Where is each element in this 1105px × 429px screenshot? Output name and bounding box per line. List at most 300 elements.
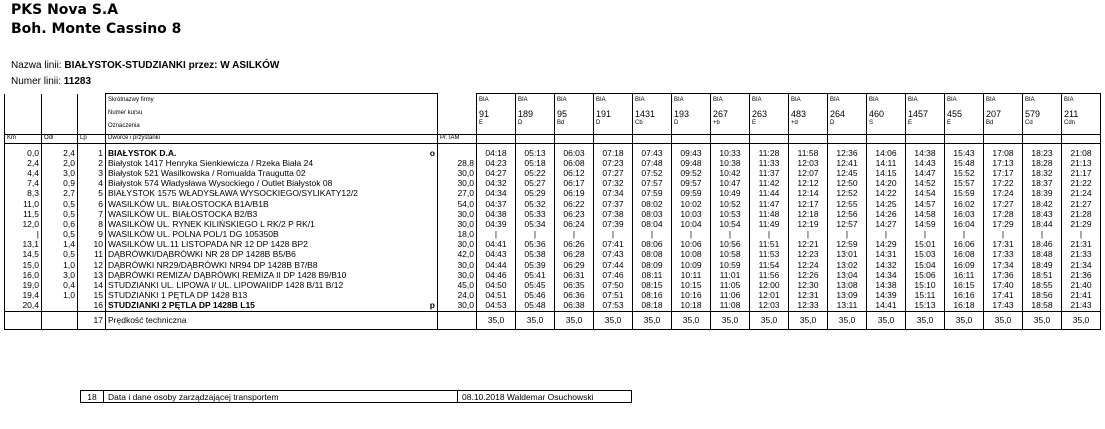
stop-time: 05:48 <box>516 300 555 311</box>
stop-time: 14:52 <box>906 178 945 188</box>
stop-time: 04:43 <box>477 249 516 259</box>
stop-time: 21:17 <box>1062 168 1101 178</box>
stop-pr-tam: 45,0 <box>438 280 477 290</box>
course-number: 264 <box>830 109 846 119</box>
stop-km: 0,0 <box>5 148 42 158</box>
stop-time: 18:44 <box>1023 219 1062 229</box>
stop-time: 15:59 <box>945 188 984 198</box>
stop-lp: 16 <box>78 300 106 311</box>
course-firm: BIA <box>596 97 606 103</box>
stop-time: 18:56 <box>1023 290 1062 300</box>
stop-time: 18:43 <box>1023 209 1062 219</box>
company-address: Boh. Monte Cassino 8 <box>11 21 182 37</box>
stop-time: 17:40 <box>984 280 1023 290</box>
col-pr-tam: Pr.TAM <box>438 134 477 143</box>
course-marking: D <box>596 120 601 126</box>
stop-name <box>106 158 438 168</box>
stop-lp: 6 <box>78 198 106 208</box>
stop-time: 08:09 <box>633 260 672 270</box>
speed-value: 35,0 <box>711 311 750 329</box>
timetable <box>4 93 1101 330</box>
stop-time: 04:34 <box>477 188 516 198</box>
stop-time: 17:28 <box>984 209 1023 219</box>
stop-time: 08:11 <box>633 270 672 280</box>
stop-marker: o <box>429 147 435 158</box>
line-number: 11283 <box>63 76 92 87</box>
course-number: 189 <box>518 109 534 119</box>
stop-time: 15:48 <box>945 158 984 168</box>
stop-time: | <box>906 229 945 239</box>
course-marking: Cd <box>1025 120 1033 126</box>
stop-time: | <box>711 229 750 239</box>
stop-time: 11:51 <box>750 239 789 249</box>
stop-time: 18:49 <box>1023 260 1062 270</box>
course-header <box>789 94 828 135</box>
stop-time: 14:47 <box>906 168 945 178</box>
course-firm: BIA <box>479 97 489 103</box>
stop-time: 11:01 <box>711 270 750 280</box>
stop-time: 06:24 <box>555 219 594 229</box>
stop-time: 21:40 <box>1062 280 1101 290</box>
stop-time: | <box>867 229 906 239</box>
footer-row <box>81 391 632 403</box>
stop-name <box>106 260 438 270</box>
stop-lp: 14 <box>78 280 106 290</box>
speed-value: 35,0 <box>477 311 516 329</box>
stop-pr-tam: 18,0 <box>438 229 477 239</box>
km-head-blank <box>5 94 42 135</box>
stop-time: 08:03 <box>633 209 672 219</box>
course-number: 579 <box>1025 109 1041 119</box>
course-blank <box>477 134 516 143</box>
course-blank <box>633 134 672 143</box>
stop-time: 07:41 <box>594 239 633 249</box>
course-marking: S <box>869 120 874 126</box>
stop-time: 21:27 <box>1062 198 1101 208</box>
stop-time: 15:11 <box>906 290 945 300</box>
stop-name <box>106 270 438 280</box>
stop-time: 07:34 <box>594 188 633 198</box>
stop-lp: 12 <box>78 260 106 270</box>
stop-time: 07:52 <box>633 168 672 178</box>
stop-km: 2,4 <box>5 158 42 168</box>
stop-lp: 2 <box>78 158 106 168</box>
speed-value: 35,0 <box>828 311 867 329</box>
stop-time: 06:03 <box>555 148 594 158</box>
stop-time: 10:58 <box>711 249 750 259</box>
stop-km: | <box>5 229 42 239</box>
course-blank <box>828 134 867 143</box>
stop-time: 11:53 <box>750 249 789 259</box>
stop-time: 16:02 <box>945 198 984 208</box>
speed-value: 35,0 <box>1023 311 1062 329</box>
stop-time: 10:11 <box>672 270 711 280</box>
stop-odl: 2,4 <box>42 148 78 158</box>
stop-time: 05:45 <box>516 280 555 290</box>
course-marking: Cb <box>635 120 643 126</box>
course-marking: Bd <box>557 120 565 126</box>
stop-name-text: DĄBRÓWKI/DĄBRÓWKI NR 28 DP 1428B B5/B6 <box>108 249 296 260</box>
stop-time: 07:27 <box>594 168 633 178</box>
stop-time: 04:53 <box>477 300 516 311</box>
stop-time: 10:02 <box>672 198 711 208</box>
stop-km: 19,4 <box>5 290 42 300</box>
course-marking: D <box>674 120 679 126</box>
stop-time: 14:59 <box>906 219 945 229</box>
stop-name-text: Białystok 521 Wasilkowska / Romualda Traugutta 02 <box>108 167 306 178</box>
stop-time: 18:37 <box>1023 178 1062 188</box>
stop-time: 12:59 <box>828 239 867 249</box>
stop-pr-tam: 24,0 <box>438 290 477 300</box>
stop-km: 11,5 <box>5 209 42 219</box>
stop-lp: 10 <box>78 239 106 249</box>
stop-row <box>5 300 1101 311</box>
stop-km: 8,3 <box>5 188 42 198</box>
course-blank <box>984 134 1023 143</box>
stop-time: 06:12 <box>555 168 594 178</box>
footer-label: Data i dane osoby zarządzającej transportem <box>104 391 458 403</box>
stop-time: 13:11 <box>828 300 867 311</box>
stop-time: 12:33 <box>789 300 828 311</box>
stop-time: 14:26 <box>867 209 906 219</box>
stop-row <box>5 249 1101 259</box>
speed-value: 35,0 <box>867 311 906 329</box>
stop-odl: 3,0 <box>42 168 78 178</box>
stop-odl: 1,0 <box>42 260 78 270</box>
stop-time: 05:18 <box>516 158 555 168</box>
speed-value: 35,0 <box>984 311 1023 329</box>
course-number: 211 <box>1064 109 1079 119</box>
course-header <box>711 94 750 135</box>
stop-name-text: STUDZIANKI UL. LIPOWA I/ UL. LIPOWAIIDP 1428 B/11 B/12 <box>108 280 344 291</box>
stop-km: 15,0 <box>5 260 42 270</box>
stop-km: 11,0 <box>5 198 42 208</box>
stop-name-text: WASILKÓW UL. BIAŁOSTOCKA B2/B3 <box>108 208 258 219</box>
course-header <box>906 94 945 135</box>
stop-time: 07:50 <box>594 280 633 290</box>
stop-time: | <box>750 229 789 239</box>
course-blank <box>516 134 555 143</box>
stop-time: 17:27 <box>984 198 1023 208</box>
stop-time: | <box>1023 229 1062 239</box>
stop-time: 12:55 <box>828 198 867 208</box>
stop-time: 18:28 <box>1023 158 1062 168</box>
stop-time: 04:44 <box>477 260 516 270</box>
header-row <box>5 94 1101 135</box>
stop-time: 07:39 <box>594 219 633 229</box>
stop-name-text: WASILKÓW UL. POLNA POL/1 DG 105350B <box>108 229 279 240</box>
course-header <box>633 94 672 135</box>
stop-time: 07:51 <box>594 290 633 300</box>
footer-table <box>80 390 632 403</box>
stop-time: 10:06 <box>672 239 711 249</box>
stop-time: 14:29 <box>867 239 906 249</box>
stop-time: | <box>789 229 828 239</box>
course-blank <box>906 134 945 143</box>
stop-name-text: Białystok 1417 Henryka Sienkiewicza / Rzeka Biała 24 <box>108 157 314 168</box>
course-number: 207 <box>986 109 1002 119</box>
stop-time: | <box>1062 229 1101 239</box>
stop-time: 12:41 <box>828 158 867 168</box>
speed-value: 35,0 <box>633 311 672 329</box>
course-number: 193 <box>674 109 690 119</box>
stop-time: 21:41 <box>1062 290 1101 300</box>
course-number: 267 <box>713 109 729 119</box>
col-odl: Odl <box>42 134 78 143</box>
stop-time: 10:04 <box>672 219 711 229</box>
stop-time: 17:29 <box>984 219 1023 229</box>
course-firm: BIA <box>947 97 957 103</box>
col-lp: Lp <box>78 134 106 143</box>
stop-time: 14:38 <box>906 148 945 158</box>
stop-time: 10:03 <box>672 209 711 219</box>
stop-time: 15:13 <box>906 300 945 311</box>
course-firm: BIA <box>908 97 918 103</box>
course-marking: Bd <box>986 120 994 126</box>
stop-time: 07:32 <box>594 178 633 188</box>
speed-value: 35,0 <box>945 311 984 329</box>
course-firm: BIA <box>986 97 996 103</box>
stop-pr-tam: 54,0 <box>438 198 477 208</box>
stop-time: 07:44 <box>594 260 633 270</box>
stop-pr-tam: 30,0 <box>438 260 477 270</box>
stop-time: 04:37 <box>477 198 516 208</box>
stop-time: 06:26 <box>555 239 594 249</box>
course-header <box>594 94 633 135</box>
stop-time: 11:47 <box>750 198 789 208</box>
stop-time: 17:13 <box>984 158 1023 168</box>
stop-row <box>5 239 1101 249</box>
stop-time: 11:37 <box>750 168 789 178</box>
stop-time: 14:41 <box>867 300 906 311</box>
stop-row <box>5 168 1101 178</box>
stop-time: 05:41 <box>516 270 555 280</box>
stop-time: | <box>945 229 984 239</box>
stop-row <box>5 178 1101 188</box>
stop-time: 13:08 <box>828 280 867 290</box>
stop-time: 05:34 <box>516 219 555 229</box>
stop-name-text: DĄBRÓWKI REMIZA/ DĄBRÓWKI REMIZA II DP 1428 B9/B10 <box>108 269 347 280</box>
stop-lp: 15 <box>78 290 106 300</box>
line-name-row <box>11 60 279 71</box>
course-firm: BIA <box>1064 97 1074 103</box>
stop-row <box>5 148 1101 158</box>
stop-time: 14:27 <box>867 219 906 229</box>
stop-time: 14:32 <box>867 260 906 270</box>
stop-row <box>5 188 1101 198</box>
speed-value: 35,0 <box>555 311 594 329</box>
stop-time: 07:43 <box>594 249 633 259</box>
stop-odl: 0,5 <box>42 209 78 219</box>
stop-name-text: STUDZIANKI 2 PĘTLA DP 1428B L15 <box>108 300 255 311</box>
stop-time: 08:08 <box>633 249 672 259</box>
course-number: 95 <box>557 109 568 119</box>
speed-value: 35,0 <box>594 311 633 329</box>
stop-time: 12:14 <box>789 188 828 198</box>
stop-time: 16:18 <box>945 300 984 311</box>
stop-time: 15:06 <box>906 270 945 280</box>
course-header <box>555 94 594 135</box>
course-firm: BIA <box>635 97 645 103</box>
course-blank <box>555 134 594 143</box>
stop-time: 05:36 <box>516 239 555 249</box>
course-header <box>984 94 1023 135</box>
stop-time: 06:38 <box>555 300 594 311</box>
stop-time: 12:23 <box>789 249 828 259</box>
stop-lp: 4 <box>78 178 106 188</box>
stop-km: 19,0 <box>5 280 42 290</box>
line-number-label: Numer linii: <box>11 76 62 87</box>
speed-km-blank <box>5 311 42 329</box>
stop-odl: 2,7 <box>42 188 78 198</box>
stop-time: 12:19 <box>789 219 828 229</box>
stop-time: 11:06 <box>711 290 750 300</box>
stop-odl: 0,6 <box>42 219 78 229</box>
stop-time: 21:28 <box>1062 209 1101 219</box>
course-marking: E <box>908 120 913 126</box>
stop-time: | <box>672 229 711 239</box>
stop-time: 07:48 <box>633 158 672 168</box>
course-header <box>750 94 789 135</box>
stop-time: | <box>828 229 867 239</box>
stop-time: 07:57 <box>633 178 672 188</box>
stop-time: 07:43 <box>633 148 672 158</box>
footer-value: 08.10.2018 Waldemar Osuchowski <box>458 391 632 403</box>
stop-time: 09:48 <box>672 158 711 168</box>
stop-time: 10:56 <box>711 239 750 249</box>
stop-time: 21:36 <box>1062 270 1101 280</box>
stop-time: 15:43 <box>945 148 984 158</box>
stop-time: 08:15 <box>633 280 672 290</box>
stop-row <box>5 158 1101 168</box>
stop-name <box>106 178 438 188</box>
stop-time: 21:34 <box>1062 260 1101 270</box>
stop-time: 21:13 <box>1062 158 1101 168</box>
stop-name <box>106 290 438 300</box>
course-firm: BIA <box>713 97 723 103</box>
stop-km: 16,0 <box>5 270 42 280</box>
speed-value: 35,0 <box>516 311 555 329</box>
stop-time: 13:01 <box>828 249 867 259</box>
stop-time: 06:35 <box>555 280 594 290</box>
stop-time: 10:52 <box>711 198 750 208</box>
course-marking: Cdn <box>1064 120 1076 126</box>
stop-time: 21:33 <box>1062 249 1101 259</box>
column-label-row <box>5 134 1101 143</box>
stop-time: 09:43 <box>672 148 711 158</box>
stop-time: 12:30 <box>789 280 828 290</box>
stop-time: 10:08 <box>672 249 711 259</box>
stop-time: 04:18 <box>477 148 516 158</box>
stop-time: 18:39 <box>1023 188 1062 198</box>
stop-time: 08:16 <box>633 290 672 300</box>
stop-time: 07:59 <box>633 188 672 198</box>
course-firm: BIA <box>791 97 801 103</box>
col-km: Km <box>5 134 42 143</box>
line-name-label: Nazwa linii: <box>11 60 62 71</box>
stop-time: | <box>516 229 555 239</box>
stop-odl: 0,5 <box>42 229 78 239</box>
stop-odl <box>42 300 78 311</box>
stop-time: 15:52 <box>945 168 984 178</box>
stop-time: 12:18 <box>789 209 828 219</box>
stop-time: 14:54 <box>906 188 945 198</box>
stop-time: 12:36 <box>828 148 867 158</box>
stop-time: 07:18 <box>594 148 633 158</box>
stop-odl: 3,0 <box>42 270 78 280</box>
stop-name <box>106 280 438 290</box>
stop-time: 04:38 <box>477 209 516 219</box>
course-blank <box>594 134 633 143</box>
stop-time: 17:36 <box>984 270 1023 280</box>
stop-time: 14:22 <box>867 188 906 198</box>
stop-odl: 1,4 <box>42 239 78 249</box>
stop-lp: 1 <box>78 148 106 158</box>
speed-value: 35,0 <box>672 311 711 329</box>
course-meta-labels <box>106 94 438 135</box>
course-header <box>1062 94 1101 135</box>
stop-pr-tam: 30,0 <box>438 219 477 229</box>
stop-time: 06:28 <box>555 249 594 259</box>
course-number: 191 <box>596 109 612 119</box>
stop-time: 10:38 <box>711 158 750 168</box>
speed-pr-blank <box>438 311 477 329</box>
stop-time: 11:42 <box>750 178 789 188</box>
stop-row <box>5 270 1101 280</box>
stop-name-text: WASILKÓW UL. RYNEK KILIŃSKIEGO L RK/2 P RK/1 <box>108 218 315 229</box>
stop-time: 16:16 <box>945 290 984 300</box>
stop-lp: 11 <box>78 249 106 259</box>
stop-time: 04:41 <box>477 239 516 249</box>
stop-time: 21:08 <box>1062 148 1101 158</box>
stop-time: 10:18 <box>672 300 711 311</box>
stop-time: 11:48 <box>750 209 789 219</box>
line-name: BIAŁYSTOK-STUDZIANKI przez: W ASILKÓW <box>64 60 280 71</box>
stop-time: 16:03 <box>945 209 984 219</box>
course-firm: BIA <box>1025 97 1035 103</box>
course-firm: BIA <box>518 97 528 103</box>
stop-time: 14:38 <box>867 280 906 290</box>
stop-time: 10:16 <box>672 290 711 300</box>
stop-lp: 3 <box>78 168 106 178</box>
stop-name-text: STUDZIANKI 1 PĘTLA DP 1428 B13 <box>108 290 248 301</box>
stop-time: 16:11 <box>945 270 984 280</box>
course-blank <box>945 134 984 143</box>
stop-time: 10:49 <box>711 188 750 198</box>
stop-row <box>5 260 1101 270</box>
course-number: 263 <box>752 109 768 119</box>
stop-time: 16:06 <box>945 239 984 249</box>
course-number: 1431 <box>635 109 656 119</box>
stop-time: 14:15 <box>867 168 906 178</box>
stop-time: 17:31 <box>984 239 1023 249</box>
course-number: 91 <box>479 109 490 119</box>
stop-time: 14:39 <box>867 290 906 300</box>
stop-time: 12:56 <box>828 209 867 219</box>
stop-time: 05:22 <box>516 168 555 178</box>
stop-time: 12:24 <box>789 260 828 270</box>
stop-time: | <box>477 229 516 239</box>
stop-time: 12:50 <box>828 178 867 188</box>
stop-km: 7,4 <box>5 178 42 188</box>
stop-pr-tam: 30,0 <box>438 178 477 188</box>
meta-label-firm-short: Skrótnazwy firmy <box>108 97 154 104</box>
stop-time: 04:50 <box>477 280 516 290</box>
stop-time: 04:32 <box>477 178 516 188</box>
stop-time: 12:12 <box>789 178 828 188</box>
stop-time: 16:15 <box>945 280 984 290</box>
stop-lp: 5 <box>78 188 106 198</box>
